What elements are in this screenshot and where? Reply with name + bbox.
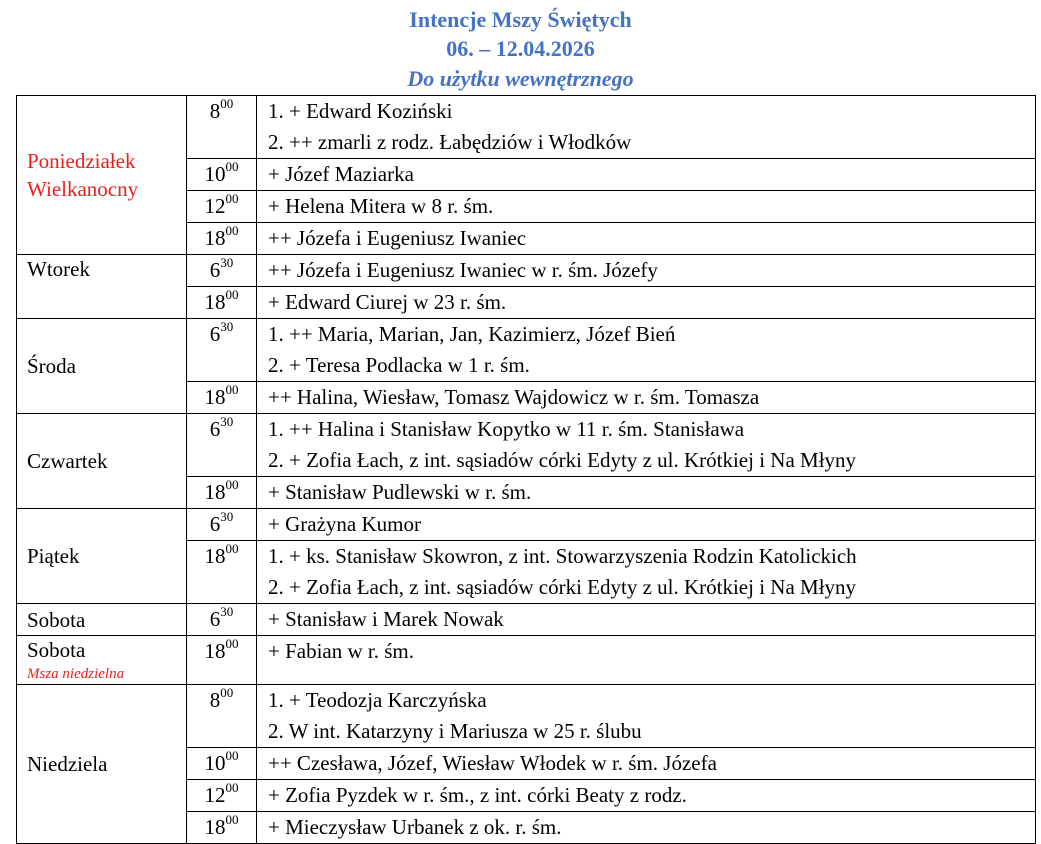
intentions-cell <box>257 382 1036 414</box>
intention-text: ++ Czesława, Józef, Wiesław Włodek w r. śm. Józefa <box>268 751 717 775</box>
mass-time <box>187 382 257 414</box>
mass-time <box>187 255 257 287</box>
mass-row <box>17 509 1036 541</box>
mass-row <box>17 319 1036 382</box>
day-name: Sobota <box>27 607 86 632</box>
intention-text: + Stanisław Pudlewski w r. śm. <box>268 480 532 504</box>
intentions-cell <box>257 509 1036 541</box>
intention-text: 1. ++ Halina i Stanisław Kopytko w 11 r. śm. Stanisława <box>268 417 745 441</box>
intention-text: 1. + ks. Stanisław Skowron, z int. Stowarzyszenia Rodzin Katolickich <box>268 544 857 568</box>
mass-minutes: 00 <box>225 812 239 827</box>
mass-hour: 6 <box>209 512 221 536</box>
mass-hour: 18 <box>204 815 226 839</box>
mass-row <box>17 255 1036 287</box>
intention-text: + Fabian w r. śm. <box>268 639 415 663</box>
day-name: Piątek <box>27 544 80 568</box>
intentions-cell <box>257 191 1036 223</box>
intention-text: + Zofia Pyzdek w r. śm., z int. córki Beaty z rodz. <box>268 783 687 807</box>
intention-text: + Mieczysław Urbanek z ok. r. śm. <box>268 815 562 839</box>
intentions-cell <box>257 223 1036 255</box>
mass-minutes: 00 <box>225 541 239 556</box>
day-cell <box>17 685 187 844</box>
mass-time <box>187 509 257 541</box>
intentions-cell <box>257 812 1036 844</box>
intentions-cell <box>257 414 1036 477</box>
mass-minutes: 00 <box>225 780 239 795</box>
day-note: Msza niedzielna <box>27 666 125 682</box>
day-cell <box>17 96 187 255</box>
mass-minutes: 00 <box>225 636 239 651</box>
mass-minutes: 00 <box>220 96 234 111</box>
mass-hour: 6 <box>209 417 221 441</box>
mass-row <box>17 604 1036 636</box>
day-cell <box>17 255 187 319</box>
intention-text: 2. + Zofia Łach, z int. sąsiadów córki Edyty z ul. Krótkiej i Na Młyny <box>268 448 857 472</box>
mass-hour: 18 <box>204 544 226 568</box>
mass-time <box>187 96 257 159</box>
intentions-cell <box>257 287 1036 319</box>
intention-text: 1. + Edward Koziński <box>268 99 453 123</box>
date-range: 06. – 12.04.2026 <box>446 36 595 61</box>
mass-minutes: 30 <box>220 414 234 429</box>
day-cell <box>17 414 187 509</box>
intentions-cell <box>257 255 1036 287</box>
day-cell <box>17 319 187 414</box>
mass-hour: 10 <box>204 751 226 775</box>
intentions-cell <box>257 604 1036 636</box>
intention-text: + Grażyna Kumor <box>268 512 421 536</box>
mass-hour: 12 <box>204 783 226 807</box>
intention-text: 1. + Teodozja Karczyńska <box>268 688 487 712</box>
intentions-cell <box>257 748 1036 780</box>
mass-time <box>187 604 257 636</box>
mass-row <box>17 414 1036 477</box>
mass-hour: 8 <box>209 688 221 712</box>
intentions-cell <box>257 319 1036 382</box>
mass-time <box>187 748 257 780</box>
day-cell <box>17 509 187 604</box>
day-name: Czwartek <box>27 449 108 473</box>
day-name: Niedziela <box>27 752 108 776</box>
day-name: Wtorek <box>27 257 90 281</box>
day-name: Poniedziałek <box>27 149 136 173</box>
mass-hour: 6 <box>209 322 221 346</box>
intentions-cell <box>257 541 1036 604</box>
mass-row <box>17 685 1036 748</box>
day-name: Sobota <box>27 638 86 662</box>
mass-time <box>187 780 257 812</box>
mass-time <box>187 223 257 255</box>
mass-minutes: 00 <box>225 748 239 763</box>
intentions-cell <box>257 636 1036 685</box>
intentions-table <box>16 95 1036 844</box>
mass-minutes: 00 <box>220 685 234 700</box>
internal-use-note: Do użytku wewnętrznego <box>407 66 634 91</box>
mass-minutes: 30 <box>220 255 234 270</box>
mass-time <box>187 812 257 844</box>
intention-text: 2. + Zofia Łach, z int. sąsiadów córki Edyty z ul. Krótkiej i Na Młyny <box>268 575 857 599</box>
mass-hour: 18 <box>204 290 226 314</box>
mass-minutes: 00 <box>225 477 239 492</box>
mass-minutes: 30 <box>220 319 234 334</box>
day-cell <box>17 604 187 636</box>
intention-text: + Edward Ciurej w 23 r. śm. <box>268 290 507 314</box>
mass-row <box>17 636 1036 685</box>
mass-hour: 18 <box>204 226 226 250</box>
page-title: Intencje Mszy Świętych <box>409 7 632 32</box>
intention-text: + Józef Maziarka <box>268 162 414 186</box>
mass-hour: 8 <box>209 99 221 123</box>
mass-row <box>17 96 1036 159</box>
intentions-cell <box>257 96 1036 159</box>
intention-text: + Stanisław i Marek Nowak <box>268 607 504 631</box>
mass-time <box>187 636 257 685</box>
intentions-table-body <box>17 96 1036 844</box>
day-cell <box>17 636 187 685</box>
intentions-cell <box>257 477 1036 509</box>
intention-text: + Helena Mitera w 8 r. śm. <box>268 194 494 218</box>
day-name: Wielkanocny <box>27 177 139 201</box>
mass-hour: 10 <box>204 162 226 186</box>
mass-minutes: 00 <box>225 223 239 238</box>
mass-time <box>187 685 257 748</box>
mass-time <box>187 319 257 382</box>
intention-text: ++ Józefa i Eugeniusz Iwaniec <box>268 226 527 250</box>
mass-time <box>187 191 257 223</box>
mass-minutes: 30 <box>220 604 234 619</box>
intention-text: 1. ++ Maria, Marian, Jan, Kazimierz, Józef Bień <box>268 322 676 346</box>
intention-text: 2. + Teresa Podlacka w 1 r. śm. <box>268 353 530 377</box>
mass-time <box>187 541 257 604</box>
mass-minutes: 00 <box>225 191 239 206</box>
mass-minutes: 00 <box>225 287 239 302</box>
mass-time <box>187 159 257 191</box>
mass-time <box>187 414 257 477</box>
intention-text: ++ Józefa i Eugeniusz Iwaniec w r. śm. Józefy <box>268 258 658 282</box>
day-name: Środa <box>27 354 76 378</box>
mass-hour: 6 <box>209 607 221 631</box>
mass-minutes: 00 <box>225 159 239 174</box>
intentions-cell <box>257 780 1036 812</box>
mass-hour: 18 <box>204 480 226 504</box>
mass-minutes: 00 <box>225 382 239 397</box>
mass-minutes: 30 <box>220 509 234 524</box>
mass-hour: 6 <box>209 258 221 282</box>
intention-text: 2. W int. Katarzyny i Mariusza w 25 r. ślubu <box>268 719 642 743</box>
intentions-cell <box>257 159 1036 191</box>
intention-text: ++ Halina, Wiesław, Tomasz Wajdowicz w r. śm. Tomasza <box>268 385 760 409</box>
mass-hour: 12 <box>204 194 226 218</box>
intentions-cell <box>257 685 1036 748</box>
mass-time <box>187 287 257 319</box>
mass-hour: 18 <box>204 639 226 663</box>
mass-time <box>187 477 257 509</box>
intention-text: 2. ++ zmarli z rodz. Łabędziów i Włodków <box>268 130 632 154</box>
mass-hour: 18 <box>204 385 226 409</box>
